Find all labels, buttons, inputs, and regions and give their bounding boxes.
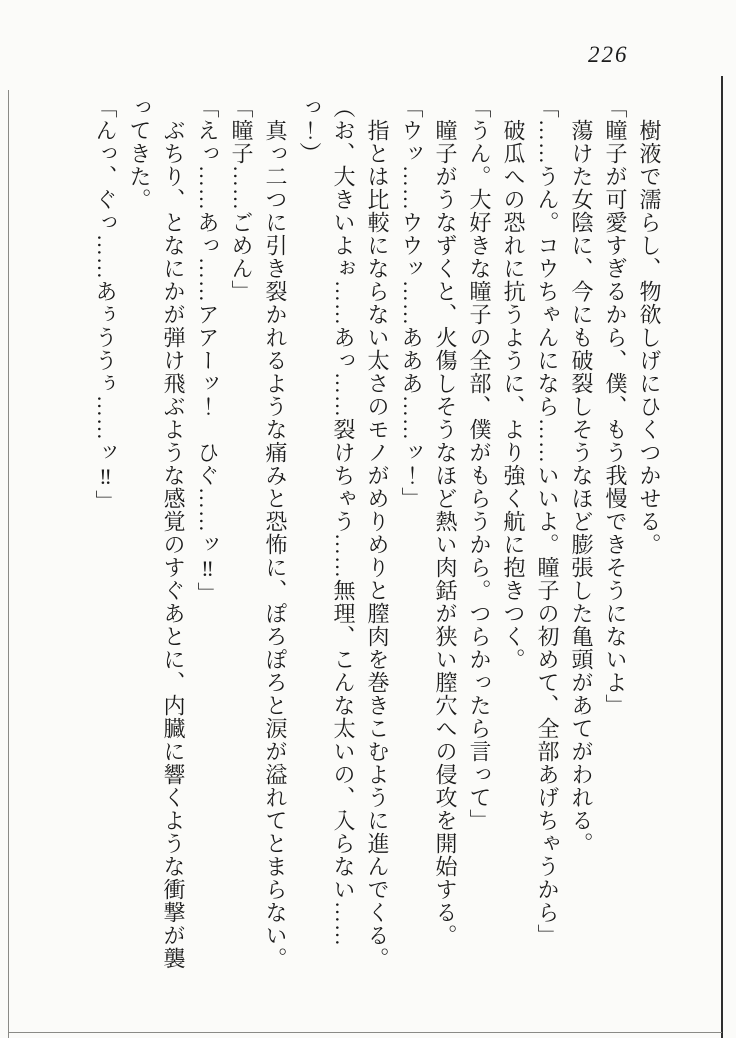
paragraph: 「えっ……あっ……アアーッ！ ひぐ……ッ‼」 bbox=[195, 96, 220, 605]
page-border-right bbox=[721, 76, 723, 1038]
paragraph: 「ウッ……ウウッ……あああ……ッ！」 bbox=[399, 96, 424, 510]
paragraph: 指とは比較にならない太さのモノがめりめりと膣肉を巻きこむように進んでくる。 bbox=[365, 96, 390, 970]
paragraph: 破瓜への恐れに抗うように、より強く航に抱きつく。 bbox=[501, 96, 526, 671]
paragraph: （お、大きいよぉ……あっ……裂けちゃう……無理、こんな太いの、入らない……っ！） bbox=[297, 96, 356, 947]
text-block bbox=[88, 96, 666, 971]
paragraph: 「瞳子……ごめん」 bbox=[229, 96, 254, 303]
paragraph: 「……うん。コウちゃんになら……いいよ。瞳子の初めて、全部あげちゃうから」 bbox=[535, 96, 560, 947]
paragraph: 「うん。大好きな瞳子の全部、僕がもらうから。つらかったら言って」 bbox=[467, 96, 492, 832]
page-border-left bbox=[8, 90, 9, 1038]
paragraph: 蕩けた女陰に、今にも破裂しそうなほど膨張した亀頭があてがわれる。 bbox=[569, 96, 594, 855]
paragraph: 真っ二つに引き裂かれるような痛みと恐怖に、ぽろぽろと涙が溢れてとまらない。 bbox=[263, 96, 288, 970]
paragraph: 瞳子がうなずくと、火傷しそうなほど熱い肉銛が狭い膣穴への侵攻を開始する。 bbox=[433, 96, 458, 947]
paragraph: 樹液で濡らし、物欲しげにひくつかせる。 bbox=[637, 96, 662, 556]
paragraph: ぶちり、となにかが弾け飛ぶような感覚のすぐあとに、内臓に響くような衝撃が襲ってきた。 bbox=[127, 96, 186, 970]
page-number: 226 bbox=[588, 42, 629, 67]
page-border-bottom bbox=[8, 1032, 722, 1033]
paragraph: 「瞳子が可愛すぎるから、僕、もう我慢できそうにないよ」 bbox=[603, 96, 628, 717]
paragraph: 「んっ、ぐっ……あぅううぅ……ッ‼」 bbox=[93, 96, 118, 513]
